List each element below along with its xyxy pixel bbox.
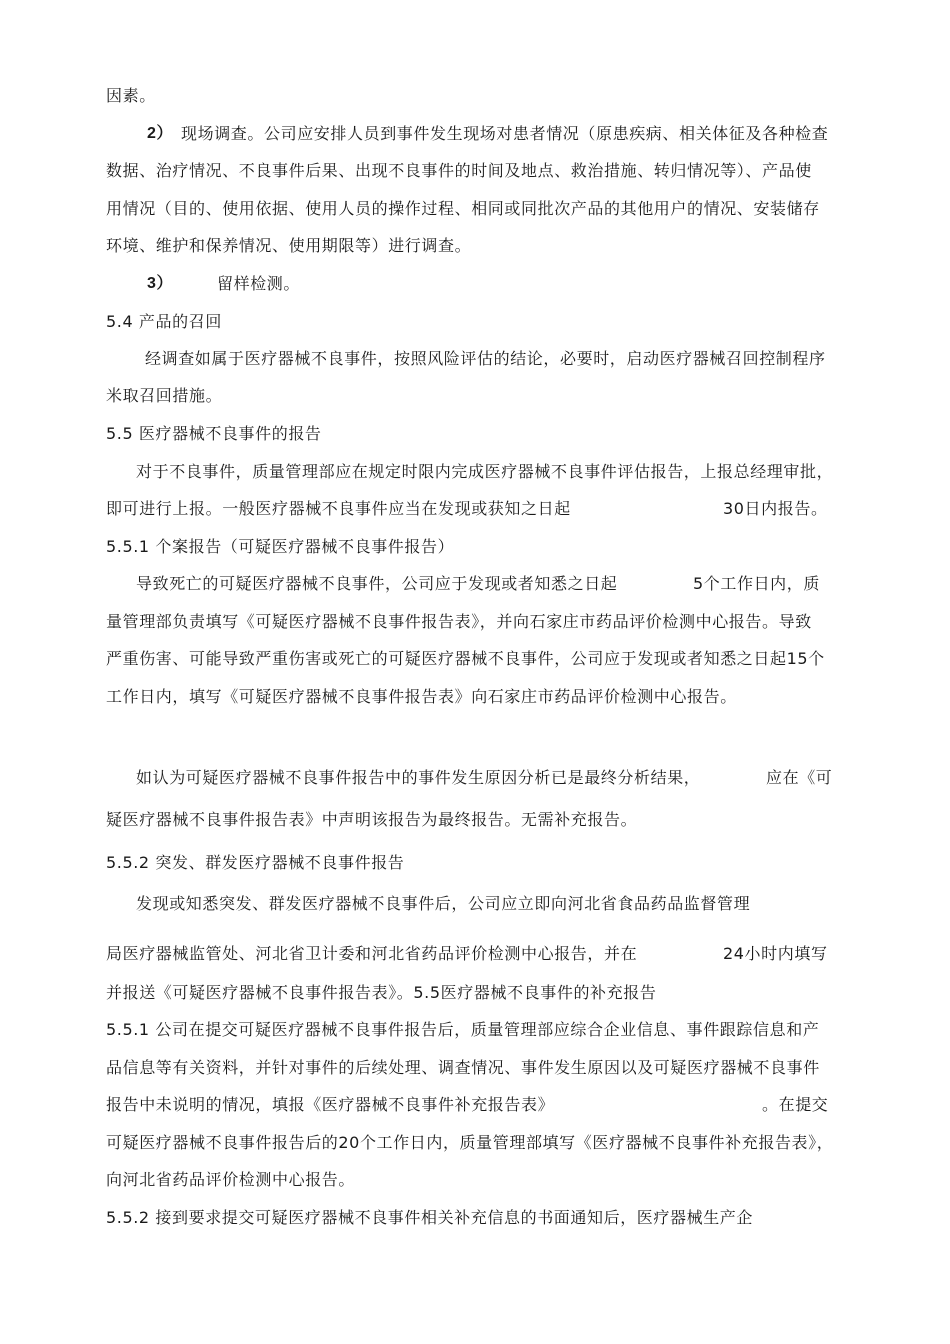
paragraph-line: 局医疗器械监管处、河北省卫计委和河北省药品评价检测中心报告，并在 (106, 944, 638, 963)
paragraph-line: 5.5.2 接到要求提交可疑医疗器械不良事件相关补充信息的书面通知后，医疗器械生产企 (106, 1208, 753, 1227)
paragraph-line: 5个工作日内，质 (693, 574, 820, 593)
paragraph-line: 可疑医疗器械不良事件报告后的20个工作日内，质量管理部填写《医疗器械不良事件补充报告表》， (106, 1133, 834, 1152)
paragraph-line: 。在提交 (762, 1095, 829, 1114)
list-marker: 3） (147, 275, 174, 292)
paragraph-line: 严重伤害、可能导致严重伤害或死亡的可疑医疗器械不良事件，公司应于发现或者知悉之日起15个 (106, 649, 825, 668)
section-heading: 5.5.2 突发、群发医疗器械不良事件报告 (106, 853, 405, 872)
paragraph-line: 经调查如属于医疗器械不良事件，按照风险评估的结论，必要时，启动医疗器械召回控制程序 (145, 349, 826, 368)
paragraph-line: 30日内报告。 (723, 499, 828, 518)
paragraph-line: 并报送《可疑医疗器械不良事件报告表》。5.5医疗器械不良事件的补充报告 (106, 983, 657, 1002)
paragraph-line: 量管理部负责填写《可疑医疗器械不良事件报告表》，并向石家庄市药品评价检测中心报告。导致 (106, 612, 812, 631)
paragraph-line: 数据、治疗情况、不良事件后果、出现不良事件的时间及地点、救治措施、转归情况等）、产品使 (106, 161, 812, 180)
paragraph-line: 24小时内填写 (723, 944, 828, 963)
paragraph-line: 工作日内，填写《可疑医疗器械不良事件报告表》向石家庄市药品评价检测中心报告。 (106, 687, 737, 706)
paragraph-line: 留样检测。 (217, 274, 301, 293)
paragraph-line: 环境、维护和保养情况、使用期限等）进行调查。 (106, 236, 472, 255)
section-heading: 5.5.1 个案报告（可疑医疗器械不良事件报告） (106, 537, 455, 556)
paragraph-line: 即可进行上报。一般医疗器械不良事件应当在发现或获知之日起 (106, 499, 571, 518)
paragraph-line: 发现或知悉突发、群发医疗器械不良事件后，公司应立即向河北省食品药品监督管理 (136, 894, 751, 913)
paragraph-line: 导致死亡的可疑医疗器械不良事件，公司应于发现或者知悉之日起 (136, 574, 618, 593)
section-heading: 5.4 产品的召回 (106, 312, 222, 331)
paragraph-line: 应在《可 (766, 768, 833, 787)
list-marker: 2） (147, 125, 174, 142)
paragraph-line: 米取召回措施。 (106, 386, 223, 405)
section-heading: 5.5 医疗器械不良事件的报告 (106, 424, 322, 443)
paragraph-line: 向河北省药品评价检测中心报告。 (106, 1170, 356, 1189)
paragraph-line: 对于不良事件，质量管理部应在规定时限内完成医疗器械不良事件评估报告，上报总经理审批， (136, 462, 834, 481)
paragraph-line: 疑医疗器械不良事件报告表》中声明该报告为最终报告。无需补充报告。 (106, 810, 638, 829)
paragraph-line: 现场调查。公司应安排人员到事件发生现场对患者情况（原患疾病、相关体征及各种检查 (181, 124, 829, 143)
paragraph-line: 品信息等有关资料，并针对事件的后续处理、调查情况、事件发生原因以及可疑医疗器械不良事件 (106, 1058, 820, 1077)
paragraph-line: 报告中未说明的情况，填报《医疗器械不良事件补充报告表》 (106, 1095, 555, 1114)
paragraph-line: 用情况（目的、使用依据、使用人员的操作过程、相同或同批次产品的其他用户的情况、安装储存 (106, 199, 820, 218)
paragraph-line: 如认为可疑医疗器械不良事件报告中的事件发生原因分析已是最终分析结果， (136, 768, 701, 787)
paragraph-line: 因素。 (106, 86, 156, 105)
paragraph-line: 5.5.1 公司在提交可疑医疗器械不良事件报告后，质量管理部应综合企业信息、事件跟踪信息和产 (106, 1020, 820, 1039)
